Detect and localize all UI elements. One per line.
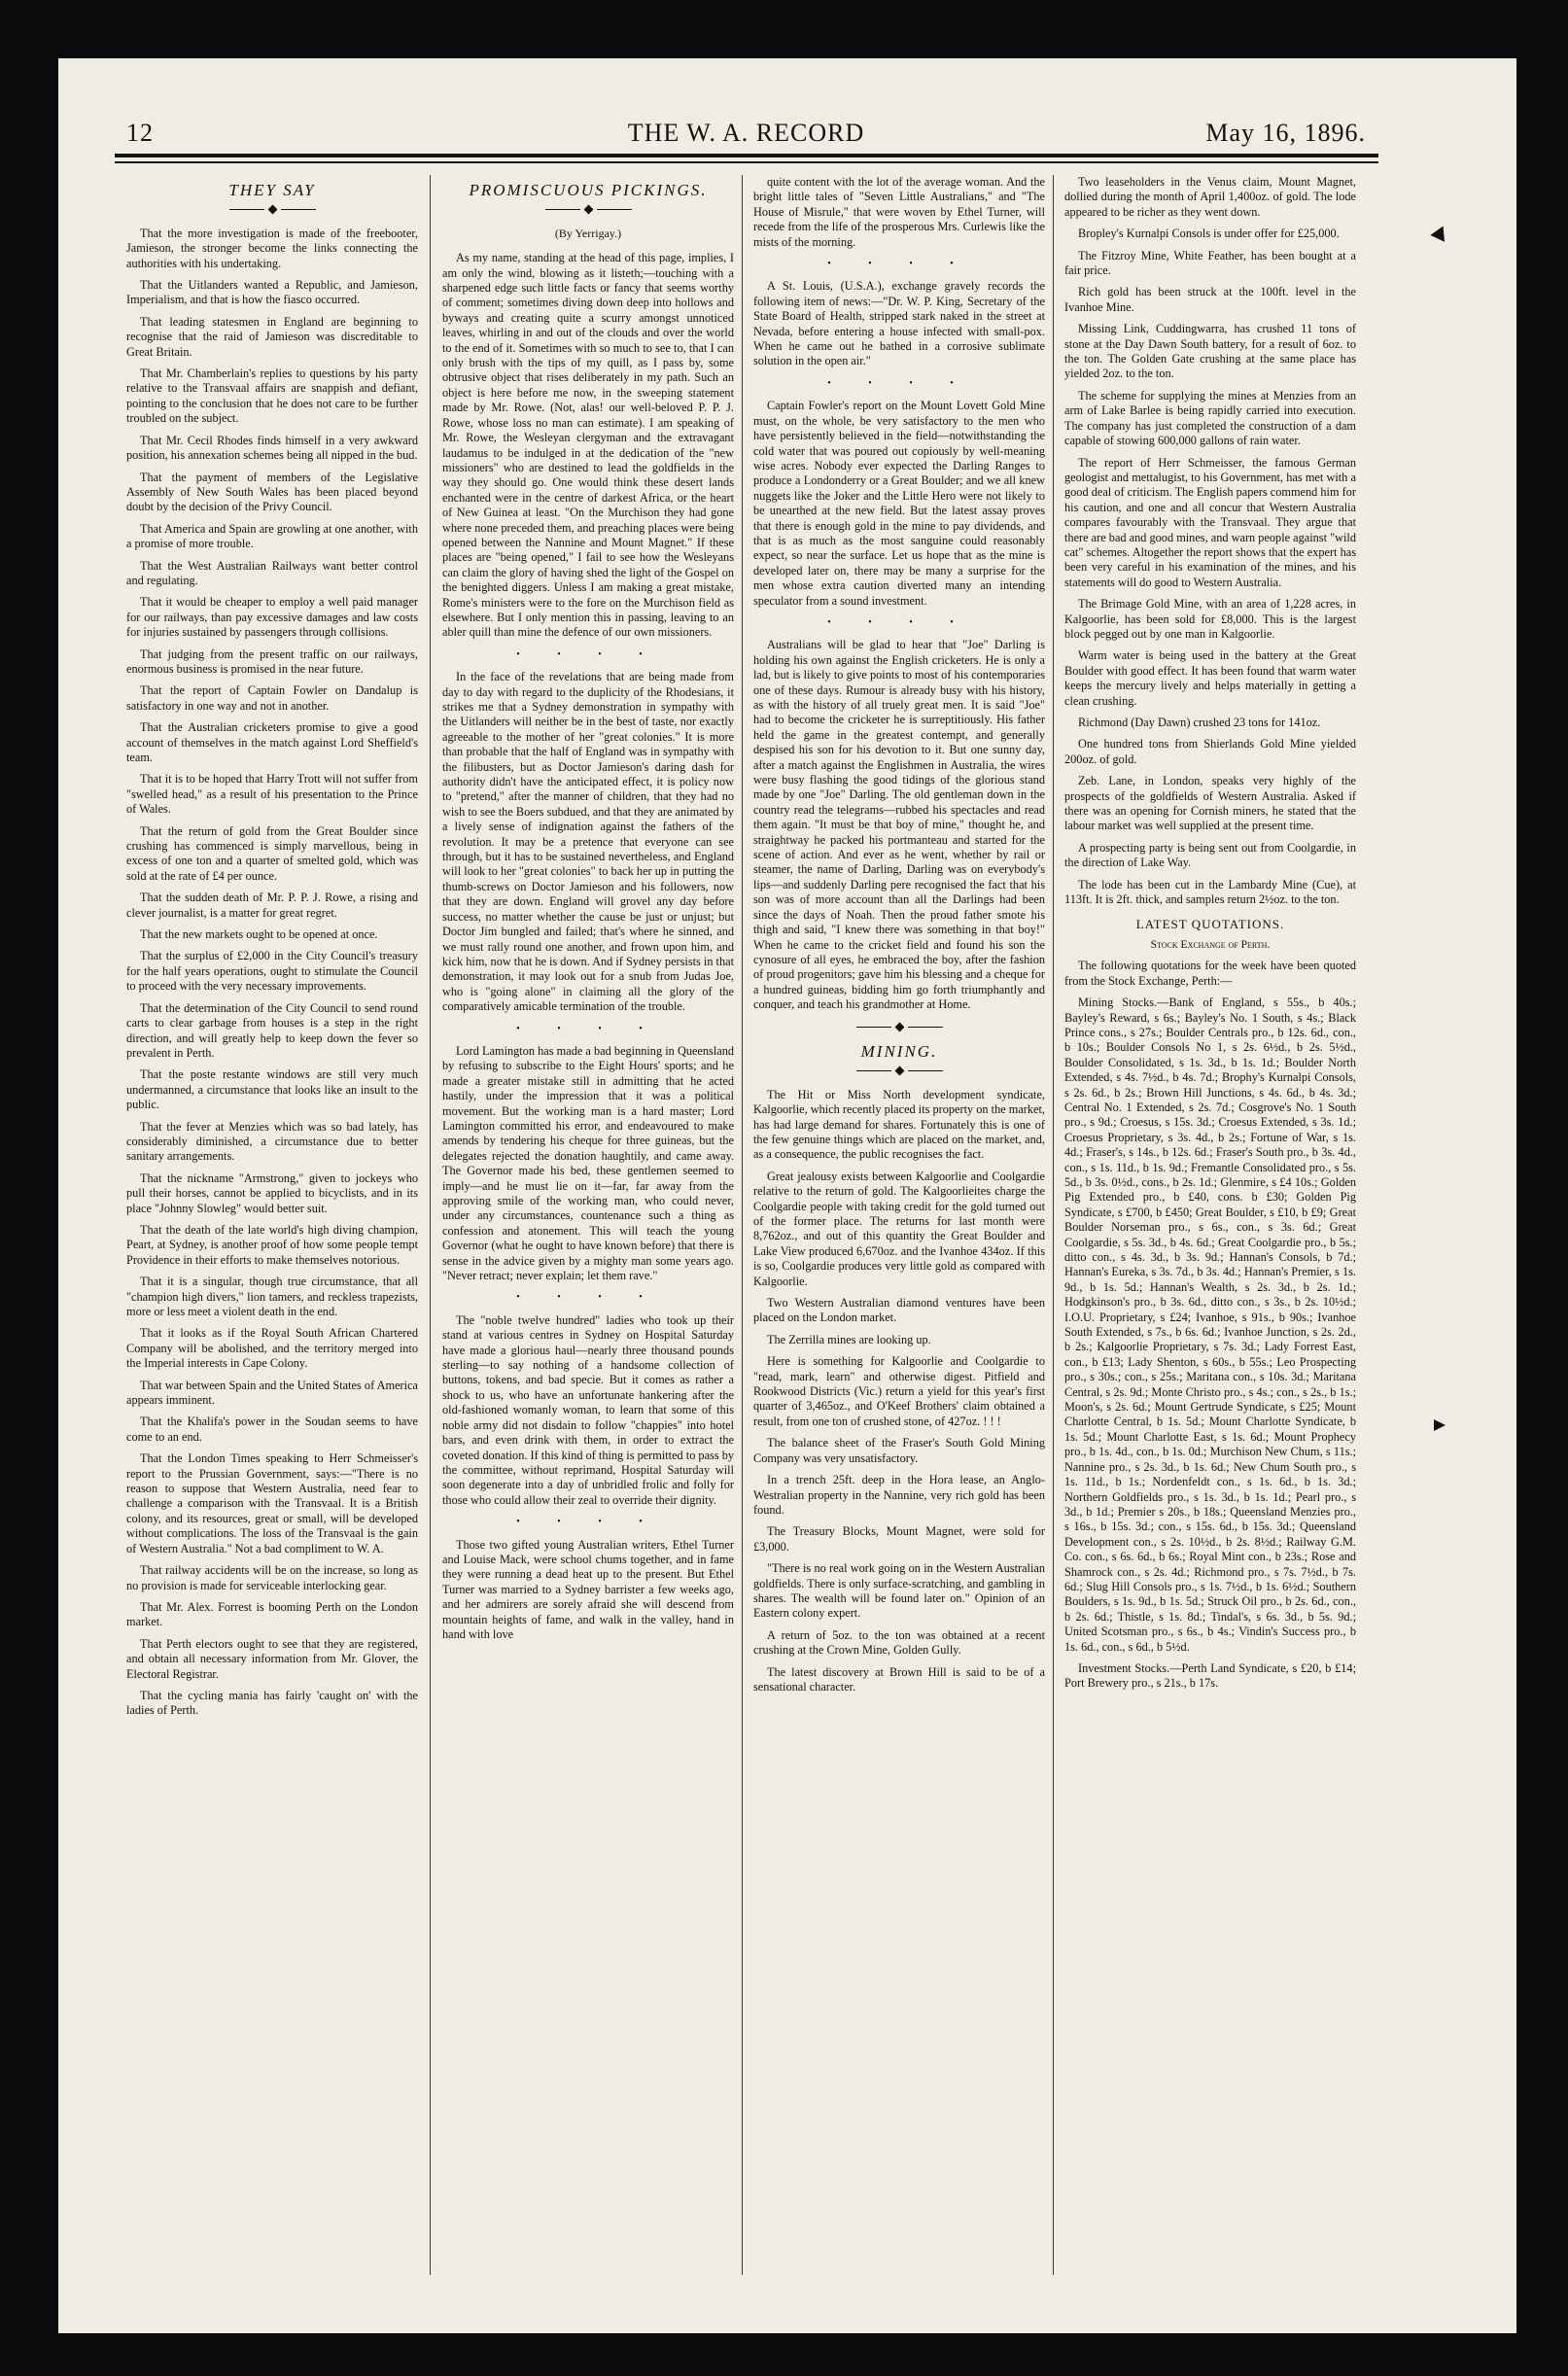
article-paragraph: That the Uitlanders wanted a Republic, and Jamieson, Imperialism, and that is how the fiasco occurred.: [126, 278, 418, 307]
article-paragraph: Australians will be glad to hear that "Joe" Darling is holding his own against the English cricketers. He is only a lad, but is likely to give points to most of his contemporaries one of these days. Rumour is already busy with his history, as with the history of all truely great men. It is said "Joe" had to become the cricketer he is surreptitiously. His father held the game in the greatest contempt, and generally despised his son for his devotion to it. But one sunny day, after a match against the Englishmen in Australia, the wires were busy flashing the good tidings of the glorious stand made by one "Joe" Darling. The old gentleman down in the country read the telegrams—rubbed his spectacles and read them again. "It must be that boy of mine," thought he, and straightway he packed his portmanteau and started for the scene of action. And ever as he went, whether by rail or steamer, the name of Darling, Darling was on everybody's lips—and suddenly Darling pere recognised the fact that his son was of more account than all the Darlings had been since the days of Noah. Then the proud father smote his thigh and said, "I knew there was something in that boy!" When he came to the cricket field and found his son the cynosure of all eyes, he embraced the boy, after the fashion of proud progenitors; gave him his blessing and a cheque for a hundred guineas, bidding him go forth triumphantly and conquer, and teach his grandmother at Home.: [753, 638, 1045, 1012]
column-divider: [742, 175, 743, 2275]
pickings-section: [753, 638, 1045, 1012]
they-say-heading: THEY SAY: [228, 181, 316, 199]
article-paragraph: The lode has been cut in the Lambardy Mine (Cue), at 113ft. It is 2ft. thick, and samples return 2½oz. to the ton.: [1064, 877, 1356, 907]
investment-stocks-list: Investment Stocks.—Perth Land Syndicate, s £20, b £14; Port Brewery pro., s 21s., b 17s.: [1064, 1660, 1356, 1691]
masthead-rule-thick: [115, 154, 1378, 157]
quotations-intro: The following quotations for the week have been quoted from the Stock Exchange, Perth:—: [1064, 959, 1356, 988]
article-paragraph: That the return of gold from the Great Boulder since crushing has commenced is simply marvellous, being in excess of one ton and a quarter of smelted gold, which was sold at the rate of £4 per ounce.: [126, 823, 418, 883]
article-paragraph: That the nickname "Armstrong," given to jockeys who pull their horses, cannot be applied to bicyclists, and in its place "Johnny Slowleg" would better suit.: [126, 1171, 418, 1215]
issue-date: May 16, 1896.: [1205, 119, 1366, 147]
article-paragraph: The Hit or Miss North development syndicate, Kalgoorlie, which recently placed its property on the market, has had large demand for shares. Fortunately this is one of the few genuine things which are placed on the market, and, as a consequence, the public recognises the fact.: [753, 1087, 1045, 1162]
pickings-heading: PROMISCUOUS PICKINGS.: [469, 181, 708, 199]
pickings-section: [442, 670, 734, 1014]
masthead: [126, 119, 1366, 157]
columns: [126, 175, 1378, 2343]
article-paragraph: That the West Australian Railways want better control and regulating.: [126, 558, 418, 587]
article-paragraph: The Zerrilla mines are looking up.: [767, 1332, 931, 1346]
asterism-divider: • • • •: [516, 1292, 660, 1304]
article-paragraph: The latest discovery at Brown Hill is said to be of a sensational character.: [753, 1664, 1045, 1694]
article-paragraph: That the sudden death of Mr. P. P. J. Rowe, a rising and clever journalist, is a matter for great regret.: [126, 891, 418, 920]
article-paragraph: That the cycling mania has fairly 'caught on' with the ladies of Perth.: [126, 1688, 418, 1718]
article-paragraph: That the payment of members of the Legislative Assembly of New South Wales has been placed beyond doubt by the decision of the Privy Council.: [126, 470, 418, 514]
article-paragraph: That the London Times speaking to Herr Schmeisser's report to the Prussian Government, says:—"There is no reason to suppose that Western Australia, need fear to challenge a comparison with the Transvaal. It is a British colony, and its resources, great or small, will be developed without complications. The loss of the Transvaal is the gain of Western Australia." Not a bad compliment to W. A.: [126, 1451, 418, 1555]
article-paragraph: Rich gold has been struck at the 100ft. level in the Ivanhoe Mine.: [1064, 285, 1356, 314]
ornament-divider: [126, 201, 418, 216]
ornament-divider: [753, 1020, 1045, 1034]
newspaper-title: THE W. A. RECORD: [627, 119, 865, 147]
article-paragraph: In a trench 25ft. deep in the Hora lease, an Anglo-Westralian property in the Nannine, very rich gold has been found.: [753, 1473, 1045, 1517]
article-paragraph: A prospecting party is being sent out from Coolgardie, in the direction of Lake Way.: [1064, 840, 1356, 870]
article-paragraph: As my name, standing at the head of this page, implies, I am only the wind, blowing as it listeth;—touching with a sharpened edge such little facts or fancy that seems worthy of comment; sometimes diving down deep into hollows and byways and creating quite a scurry amongst unnoticed leaves, whirling in and out of the clouds and over the world to the end of it. Sometimes with so much to see to, that I can only brush with the tips of my quill, as I pass by, some obtrusive object that rises deliberately in my path. Such an object is here before me now, in the sweeping statement made by Mr. Rowe. (Not, alas! our well-beloved P. P. J. Rowe, whose loss no man can estimate). I am speaking of Mr. Rowe, the Wesleyan clergyman and the extravagant laudamus to be indulged in at the dedication of the "new missioners" who are destined to lead the goldfields in the way they should go. One would think these desert lands enchanted were in the centre of darkest Africa, or the heart of New Guinea at least. "On the Murchison they had gone where none preceded them, and preaching places were being opened between the Nannine and Mount Magnet." If these places are "being opened," I fail to see how the Wesleyans can claim the glory of having shed the light of the Gospel on the benighted diggers. Unless I am making a great mistake, Rome's ministers were to the fore on the Murchison field as elsewhere. But I only mention this in passing, leaving to an abler quill than mine the defence of our own missioners.: [442, 251, 734, 640]
quotations-subheading: Stock Exchange of Perth.: [1150, 938, 1271, 951]
article-paragraph: A St. Louis, (U.S.A.), exchange gravely records the following item of news:—"Dr. W. P. King, Secretary of the State Board of Health, stripped stark naked in the street at Nevada, before entering a house infected with small-pox. When he came out he bathed in a corrosive sublimate solution in the open air.": [753, 279, 1045, 368]
they-say-items: [126, 227, 418, 1719]
pickings-continued: [753, 175, 1045, 250]
article-paragraph: Richmond (Day Dawn) crushed 23 tons for 141oz.: [1078, 716, 1321, 729]
page-number: 12: [126, 119, 154, 147]
article-paragraph: That judging from the present traffic on our railways, enormous business is promised in the near future.: [126, 646, 418, 676]
article-paragraph: That the determination of the City Council to send round carts to clear garbage from houses is a step in the right direction, and will greatly help to keep down the fever so prevalent in Perth.: [126, 1000, 418, 1060]
asterism-divider: • • • •: [516, 1517, 660, 1528]
article-paragraph: One hundred tons from Shierlands Gold Mine yielded 200oz. of gold.: [1064, 737, 1356, 766]
article-paragraph: quite content with the lot of the average woman. And the bright little tales of "Seven Little Australians," and "The House of Misrule," that were woven by Ethel Turner, will recede from the life of the prosperous Mrs. Curlewis like the mists of the morning.: [753, 175, 1045, 249]
margin-mark: [1434, 1419, 1446, 1431]
article-paragraph: That the Khalifa's power in the Soudan seems to have come to an end.: [126, 1415, 418, 1444]
article-paragraph: Zeb. Lane, in London, speaks very highly of the prospects of the goldfields of Western Australia. Asked if there was an opening for Cornish miners, he stated that the labour market was well supplied at the present time.: [1064, 774, 1356, 833]
article-paragraph: That the report of Captain Fowler on Dandalup is satisfactory in one way and not in another.: [126, 683, 418, 713]
pickings-section: [442, 1313, 734, 1508]
asterism-divider: • • • •: [827, 377, 971, 389]
masthead-rule-thin: [115, 161, 1378, 163]
ornament-divider: [753, 1063, 1045, 1077]
article-paragraph: That war between Spain and the United States of America appears imminent.: [126, 1378, 418, 1408]
mining-heading: MINING.: [860, 1041, 938, 1061]
article-paragraph: That the more investigation is made of the freebooter, Jamieson, the stronger become the links connecting the authorities with his undertaking.: [126, 226, 418, 270]
column-divider: [430, 175, 431, 2275]
article-paragraph: Lord Lamington has made a bad beginning in Queensland by refusing to subscribe to the Eight Hours' sports; and he made a greater mistake still in admitting that he acted hastily, under the impression that it was a political movement. But the working man is a hard master; Lord Lamington committed his error, and endeavoured to make amends by tendering his cheque for three guineas, but the delegates rejected the donation haughtily, and came away. The Governor made his bed, these gentlemen seemed to imply—and he must lie on it—far, far away from the approving smile of the working man, who could never, under any circumstances, countenance such a thing as confession and atonement. This will teach the young Governor (what he ought to have known before) that there is sense in the advice given by a mighty man some years ago. "Never retract; never explain; let them rave.": [442, 1043, 734, 1283]
article-paragraph: That Mr. Alex. Forrest is booming Perth on the London market.: [126, 1599, 418, 1629]
asterism-divider: • • • •: [827, 616, 971, 628]
article-paragraph: The Brimage Gold Mine, with an area of 1,228 acres, in Kalgoorlie, has been sold for £8,000. This is the largest block pegged out by one man in Kalgoorlie.: [1064, 597, 1356, 641]
ornament-divider: [442, 201, 734, 216]
article-paragraph: The "noble twelve hundred" ladies who took up their stand at various centres in Sydney on Hospital Saturday have made a glorious haul—nearly three thousand pounds sterling—to say nothing of a handsome collection of buttons, tokens, and bad specie. But it comes as rather a shock to us, who have an unfortunate hankering after the old-fashioned womanly woman, to learn that some of this noble army did not disdain to follow "chappies" into hotel bars, and even drink with them, in order to extract the coveted donation. If this kind of thing is permitted to pass by the committee, without reprimand, Hospital Saturday will soon degenerate into a day of unbridled frolic and folly for those who could allow their zeal to override their dignity.: [442, 1312, 734, 1507]
article-paragraph: A return of 5oz. to the ton was obtained at a recent crushing at the Crown Mine, Golden Gully.: [753, 1627, 1045, 1658]
article-paragraph: Captain Fowler's report on the Mount Lovett Gold Mine must, on the whole, be very satisfactory to the men who have persistently believed in the field—notwithstanding the cold water that was poured out copiously by well-meaning wise acres. Nobody ever expected the Darling Ranges to produce a Londonderry or a Great Boulder; and we all knew nuggets like the Joker and the Little Hero were not likely to be unearthed at the new field. But the latest assay proves that there is enough gold in the mine to pay dividends, and that is as much as the most sanguine could reasonably expect, so near the surface. Let us hope that as the mine is developed later on, there may be many a surprise for the men whose extra caution diverted many an intending speculator from a sound investment.: [753, 399, 1045, 608]
article-paragraph: In the face of the revelations that are being made from day to day with regard to the duplicity of the Rhodesians, it strikes me that a Sydney demonstration in sympathy with the Uitlanders will neither be in the best of taste, nor exactly agreeable to the mother of her "great colonies." It is more than probable that the half of England was in sympathy with the filibusters, but as Doctor Jamieson's daring dash for authority didn't have the anticipated effect, it is policy now to "pretend," after the manner of children, that they had no wish to see the Boers subdued, and that they are animated by a lively sense of indignation against the fathers of the revolution. It may be a pretence that everyone can see through, but it has to be sustained nevertheless, and England will look to her "great colonies" to back her up in putting the thumb-screws on Doctor Jamieson and his followers, now that they are down. England will grovel any day before success, no matter whether the cause be just or unjust; but Doctor Jim bungled and failed; that's where he sinned, and we must rally round one another, and frown upon him, and kick him, now that he is down. And if Sydney persists in that demonstration, it may look out for a snub from Judas Joe, who is "going alone" in claiming all the glory of the comparatively amicable termination of the trouble.: [442, 670, 734, 1014]
article-paragraph: The Treasury Blocks, Mount Magnet, were sold for £3,000.: [753, 1524, 1045, 1554]
article-paragraph: The scheme for supplying the mines at Menzies from an arm of Lake Barlee is being rapidly carried into execution. The company has just completed the construction of a dam capable of stowing 600,000 gallons of rain water.: [1064, 388, 1356, 448]
article-paragraph: Two Western Australian diamond ventures have been placed on the London market.: [753, 1296, 1045, 1325]
asterism-divider: • • • •: [516, 1023, 660, 1034]
article-paragraph: That the surplus of £2,000 in the City Council's treasury for the half years operations, ought to stimulate the Council to proceed with the very necessary improvements.: [126, 949, 418, 994]
pickings-section: [442, 1044, 734, 1284]
article-paragraph: That the fever at Menzies which was so bad lately, has considerably diminished, a circumstance due to better sanitary arrangements.: [126, 1119, 418, 1164]
article-paragraph: The Fitzroy Mine, White Feather, has been bought at a fair price.: [1064, 248, 1356, 278]
article-paragraph: That Mr. Cecil Rhodes finds himself in a very awkward position, his annexation schemes being all nipped in the bud.: [126, 433, 418, 463]
mining-items-continued: [1064, 175, 1356, 907]
article-paragraph: That it looks as if the Royal South African Chartered Company will be abolished, and the territory merged into the Imperial interests in Cape Colony.: [126, 1326, 418, 1371]
article-paragraph: That leading statesmen in England are beginning to recognise that the raid of Jamieson was discreditable to Great Britain.: [126, 314, 418, 359]
article-paragraph: Here is something for Kalgoorlie and Coolgardie to "read, mark, learn" and otherwise digest. Pitfield and Rookwood Districts (Vic.) return a yield for this year's first quarter of 3,465oz., and O'Keef Brothers' claim obtained a result, from one ton of crushed stone, of 427oz. ! ! !: [753, 1354, 1045, 1428]
column-mining-and-quotations: [1064, 175, 1356, 2294]
pickings-byline: (By Yerrigay.): [554, 226, 622, 240]
mining-items: [753, 1088, 1045, 1695]
article-paragraph: That the new markets ought to be opened at once.: [140, 927, 378, 942]
article-paragraph: Those two gifted young Australian writers, Ethel Turner and Louise Mack, were school chums together, and in fame they were running a dead heat up to the present. But Ethel Turner was married to a Sydney barrister a few weeks ago, and her admirers are sorely afraid she will descend from mountain heights of fame, and walk in the valley, hand in hand with love: [442, 1537, 734, 1641]
article-paragraph: Great jealousy exists between Kalgoorlie and Coolgardie relative to the return of gold. The Kalgoorlieites charge the Coolgardie people with taking credit for the gold turned out of the former place. The returns for last month were 8,762oz., and out of this quantity the Great Boulder and Lake View produced 6,670oz. and the Ivanhoe 434oz. If this is so, Coolgardie produces very little gold as compared with Kalgoorlie.: [753, 1169, 1045, 1288]
article-paragraph: That the death of the late world's high diving champion, Peart, at Sydney, is another proof of how some people tempt Providence in their efforts to make themselves notorious.: [126, 1222, 418, 1267]
article-paragraph: That the poste restante windows are still very much undermanned, a circumstance that looks like an insult to the public.: [126, 1067, 418, 1112]
article-paragraph: That Perth electors ought to see that they are registered, and obtain all necessary information from Mr. Glover, the Electoral Registrar.: [126, 1636, 418, 1681]
article-paragraph: Two leaseholders in the Venus claim, Mount Magnet, dollied during the month of April 1,400oz. of gold. The lode appeared to be richer as they went down.: [1064, 175, 1356, 219]
column-divider: [1053, 175, 1054, 2275]
article-paragraph: That Mr. Chamberlain's replies to questions by his party relative to the Transvaal affairs are snappish and defiant, pointing to the conclusion that he does not care to be further troubled on the subject.: [126, 367, 418, 426]
article-paragraph: "There is no real work going on in the Western Australian goldfields. There is only surface-scratching, and gambling in shares. The wealth will be found later on." Opinion of an Eastern colony expert.: [753, 1561, 1045, 1621]
article-paragraph: The report of Herr Schmeisser, the famous German geologist and mettalugist, to his Government, has met with a good deal of criticism. The English papers commend him for his caution, and one and all concur that Western Australia compares favourably with the Transvaal. They argue that there are bad and good mines, and warn people against "wild cat" schemes. Altogether the report shows that the expert has been very careful in his examination of the mines, and his statements will do good to Western Australia.: [1064, 455, 1356, 589]
article-paragraph: That it is a singular, though true circumstance, that all "champion high divers," lion tamers, and reckless trapezists, more or less meet a violent death in the end.: [126, 1275, 418, 1318]
pickings-section: [753, 279, 1045, 368]
asterism-divider: • • • •: [516, 648, 660, 660]
article-paragraph: Warm water is being used in the battery at the Great Boulder with good effect. It has been found that warm water keeps the mercury lively and helps materially in getting a clean crushing.: [1064, 648, 1356, 708]
pickings-section: [442, 1538, 734, 1643]
pickings-section: [753, 399, 1045, 609]
column-they-say: [126, 175, 418, 2294]
column-promiscuous-pickings: [442, 175, 734, 2294]
article-paragraph: That it would be cheaper to employ a well paid manager for our railways, than pay excessive damages and law costs for injuries sustained by passengers through collisions.: [126, 595, 418, 640]
article-paragraph: Missing Link, Cuddingwarra, has crushed 11 tons of stone at the Day Dawn South battery, for a result of 6oz. to the ton. The Golden Gate crushing at the same place has yielded 2oz. to the ton.: [1064, 322, 1356, 381]
article-paragraph: Bropley's Kurnalpi Consols is under offer for £25,000.: [1078, 227, 1340, 241]
article-paragraph: That it is to be hoped that Harry Trott will not suffer from "swelled head," as a result of his presentation to the Prince of Wales.: [126, 772, 418, 817]
article-paragraph: That the Australian cricketers promise to give a good account of themselves in the match against Lord Sheffield's team.: [126, 720, 418, 764]
pickings-section: [442, 251, 734, 641]
column-continued-and-mining: [753, 175, 1045, 2294]
mining-stocks-list: Mining Stocks.—Bank of England, s 55s., b 40s.; Bayley's Reward, s 6s.; Bayley's No. 1 South, s 4s.; Black Prince cons., s 27s.; Boulder Centrals pro., b 12s. 6d., con., b 10s.; Boulder Consols No 1, s 2s. 6½d., b 2s. 5½d., Boulder Consolidated, s 1s. 3d., b 1s. 1d.; Boulder North Extended, s 4s. 7½d., b 4s. 7d.; Brophy's Kurnalpi Consols, s 2s. 6d., b 2s.; Brown Hill Junctions, s 4s. 6d., b 4s. 3d.; Central No. 1 Extended, s 2s. 7d.; Cosgrove's No. 1 South pro., s 9d.; Croesus, s 15s. 3d.; Croesus Extended, s 3s. 1d.; Croesus Proprietary, s 3s. 4d., b 2s.; Fortune of War, s 1s. 4d.; Fraser's, s 14s., b 12s. 6d.; Fraser's South pro., b 3s. 4d., con., s 1s. 11d., b 1s. 9d.; Fremantle Consolidated pro., s 5s. 5d., b 3s. 0½d., cons., b 2s. 1d.; Glenmire, s £4 10s.; Golden Pig Extended pro., b £40, cons. b £30; Golden Pig Syndicate, s £700, b £450; Great Boulder, s £10, b £9; Great Boulder Norseman pro., s 6s., con., s 3s. 6d.; Great Coolgardie, s 5s. 3d., b 4s. 6d.; Great Coolgardie pro., b 5s.; ditto con., s 4s. 3d., b 3s. 9d.; Hannan's Consols, b 7d.; Hannan's Eureka, s 3s. 7d., b 3s. 4d.; Hannan's Premier, s 1s. 9d., b 1s. 5d.; Hannan's Wealth, s 2s. 3d., b 2s. 1d.; Hodgkinson's pro., b 3s. 6d., ditto con., s 3s., b 2s. 10½d.; I.O.U. Proprietary, s £24; Ivanhoe, s 91s., b 90s.; Ivanhoe South Extended, s 7s., b 6s. 6d.; Ivanhoe Junction, s 2s. 2d., b 2s.; Kalgoorlie Proprietary, s 7s. 3d.; Lady Forrest East, con., b £13; Lady Shenton, s 60s., b 55s.; Leo Prospecting pro., s 30s.; con., s 25s.; Maritana con., s 10s. 3d.; Maritana Central, s 2s. 9d.; Monte Christo pro., s 4s.; con., s 2s., b 1s.; Moon's, s 2s. 6d.; Mount Gertrude Syndicate, s £25; Mount Charlotte Central, b 1s. 5d.; Mount Charlotte Syndicate, b 1s. 5d.; Mount Charlotte East, s 1s. 6d.; Mount Prophecy pro., b 1s. 4d., con., b 1s. 0d.; Murchison New Chum, s 11s.; Nannine pro., s 2s. 3d., b 1s. 6d.; New Chum South pro., s 1s. 11d., b 1s.; Nordenfeldt con., s 1s. 6d., b 1s. 3d.; Northern Goldfields pro., s 1s. 3d., b 1s. 1d.; Pearl pro., s 3d., b 1d.; Premier s 20s., b 18s.; Queensland Menzies pro., s 16s., b 15s. 3d.; con., s 15s. 6d., b 15s. 3d.; Queensland Development con., s 2s. 10½d., b 2s. 8½d.; Railway G.M. Co. con., s 6s. 6d., b 6s.; Royal Mint con., b 23s.; Rose and Shamrock con., s 2s. 4d.; Richmond pro., s 7s. 7½d., b 7s. 6d.; Slug Hill Consols pro., s 1s. 7½d., b 1s. 6½d.; Southern Boulders, s 1s. 9d., b 1s. 5d.; Struck Oil pro., b 2s. 6d., con., b 2s. 6d.; Thistle, s 1s. 8d.; Tindal's, s 6s. 3d., b 5s. 9d.; United Scotsman pro., s 6s., b 4s.; Vindin's Success pro., b 1s. 6d., con., s 6d., b 5½d.: [1064, 996, 1356, 1654]
quotations-heading: LATEST QUOTATIONS.: [1135, 917, 1285, 932]
article-paragraph: That railway accidents will be on the increase, so long as no provision is made for serviceable interlocking gear.: [126, 1563, 418, 1592]
asterism-divider: • • • •: [827, 259, 971, 270]
article-paragraph: That America and Spain are growling at one another, with a promise of more trouble.: [126, 521, 418, 551]
article-paragraph: The balance sheet of the Fraser's South Gold Mining Company was very unsatisfactory.: [753, 1436, 1045, 1465]
